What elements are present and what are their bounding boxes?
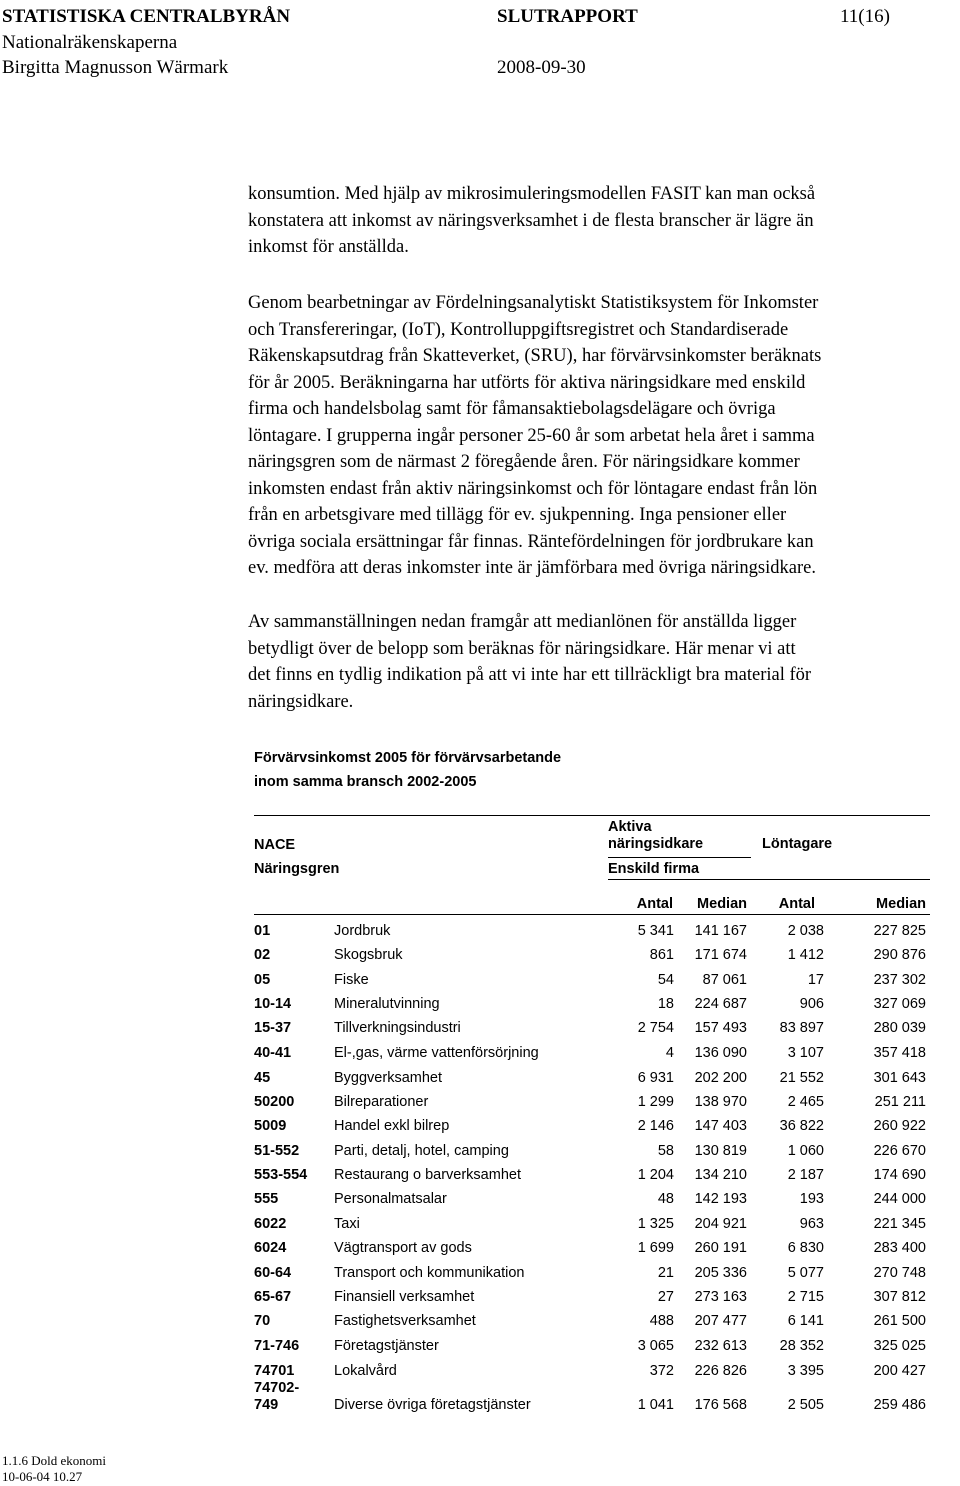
cell-active-median: 142 193 <box>694 1191 747 1207</box>
cell-employee-median: 261 500 <box>873 1313 926 1329</box>
header-author: Birgitta Magnusson Wärmark <box>2 57 229 78</box>
cell-employee-median: 290 876 <box>873 947 926 963</box>
cell-nace-code: 60-64 <box>254 1265 292 1281</box>
cell-employee-count: 963 <box>799 1216 824 1232</box>
table-row <box>254 1117 930 1141</box>
text-line: Av sammanställningen nedan framgår att medianlönen för anställda ligger <box>248 612 797 632</box>
cell-active-median: 138 970 <box>694 1094 747 1110</box>
cell-employee-median: 283 400 <box>873 1240 926 1256</box>
text-line: Räkenskapsutdrag från Skatteverket, (SRU), har förvärvsinkomster beräknats <box>248 346 822 366</box>
cell-industry-name: Lokalvård <box>334 1363 397 1379</box>
cell-industry-name: Taxi <box>334 1216 360 1232</box>
cell-active-count: 4 <box>665 1045 674 1061</box>
column-header-antal-1: Antal <box>636 896 673 912</box>
cell-employee-median: 226 670 <box>873 1143 926 1159</box>
cell-active-median: 226 826 <box>694 1363 747 1379</box>
cell-employee-median: 227 825 <box>873 923 926 939</box>
cell-employee-count: 28 352 <box>779 1338 824 1354</box>
text-line: ev. medföra att deras inkomster inte är jämförbara med övriga näringsidkare. <box>248 558 816 578</box>
cell-employee-count: 2 465 <box>787 1094 824 1110</box>
cell-active-median: 176 568 <box>694 1397 747 1413</box>
cell-industry-name: Jordbruk <box>334 923 391 939</box>
cell-active-count: 1 699 <box>637 1240 674 1256</box>
cell-employee-median: 307 812 <box>873 1289 926 1305</box>
cell-active-median: 157 493 <box>694 1020 747 1036</box>
text-line: övriga sociala ersättningar får finnas. Räntefördelningen för jordbrukare kan <box>248 531 814 552</box>
table-row <box>254 1215 930 1239</box>
table-row <box>254 1044 930 1068</box>
cell-employee-median: 200 427 <box>873 1363 926 1379</box>
cell-industry-name: Diverse övriga företagstjänster <box>334 1397 531 1413</box>
cell-nace-code: 40-41 <box>254 1045 292 1061</box>
cell-nace-code: 71-746 <box>254 1338 300 1354</box>
cell-active-median: 134 210 <box>694 1167 747 1183</box>
cell-employee-median: 237 302 <box>873 972 926 988</box>
cell-active-count: 54 <box>657 972 674 988</box>
cell-industry-name: Fiske <box>334 972 369 988</box>
table-row <box>254 1337 930 1361</box>
cell-nace-code: 65-67 <box>254 1289 292 1305</box>
cell-nace-code: 50200 <box>254 1094 295 1110</box>
cell-employee-count: 21 552 <box>779 1070 824 1086</box>
cell-employee-median: 301 643 <box>873 1070 926 1086</box>
cell-nace-code: 6024 <box>254 1240 287 1256</box>
cell-employee-count: 83 897 <box>779 1020 824 1036</box>
paragraph-2 <box>248 290 960 582</box>
cell-industry-name: Vägtransport av gods <box>334 1240 472 1256</box>
cell-industry-name: Byggverksamhet <box>334 1070 442 1086</box>
cell-industry-name: Restaurang o barverksamhet <box>334 1167 521 1183</box>
cell-active-median: 130 819 <box>694 1143 747 1159</box>
table-row <box>254 922 930 946</box>
table-row <box>254 1190 930 1214</box>
column-header-naringsgren: Näringsgren <box>254 861 340 877</box>
column-header-enskild-firma: Enskild firma <box>608 861 700 877</box>
column-header-median-2: Median <box>876 896 926 912</box>
cell-active-count: 48 <box>657 1191 674 1207</box>
cell-employee-median: 280 039 <box>873 1020 926 1036</box>
text-line: näringsgren som de närmast 2 föregående åren. För näringsidkare kommer <box>248 452 800 472</box>
cell-active-median: 224 687 <box>694 996 747 1012</box>
cell-industry-name: Skogsbruk <box>334 947 403 963</box>
cell-active-count: 3 065 <box>637 1338 674 1354</box>
table-row <box>254 1019 930 1043</box>
header-date: 2008-09-30 <box>497 57 586 78</box>
column-header-nace: NACE <box>254 837 296 853</box>
cell-active-median: 205 336 <box>694 1265 747 1281</box>
cell-active-median: 136 090 <box>694 1045 747 1061</box>
cell-employee-count: 6 830 <box>787 1240 824 1256</box>
text-line: inkomst för anställda. <box>248 237 409 257</box>
cell-employee-count: 2 505 <box>787 1397 824 1413</box>
header-report-type: SLUTRAPPORT <box>497 6 638 27</box>
cell-industry-name: Fastighetsverksamhet <box>334 1313 476 1329</box>
cell-active-median: 204 921 <box>694 1216 747 1232</box>
cell-industry-name: El-,gas, värme vattenförsörjning <box>334 1045 539 1061</box>
cell-nace-code: 51-552 <box>254 1143 300 1159</box>
column-header-aktiva: Aktiva <box>608 819 652 835</box>
column-header-naringsidkare: näringsidkare <box>608 836 704 852</box>
cell-employee-median: 259 486 <box>873 1397 926 1413</box>
table-title-line-1: Förvärvsinkomst 2005 för förvärvsarbetande <box>254 750 562 766</box>
cell-active-median: 141 167 <box>694 923 747 939</box>
cell-employee-median: 357 418 <box>873 1045 926 1061</box>
cell-employee-median: 251 211 <box>874 1094 926 1110</box>
cell-employee-median: 327 069 <box>873 996 926 1012</box>
cell-employee-count: 2 187 <box>787 1167 824 1183</box>
cell-employee-median: 260 922 <box>873 1118 926 1134</box>
cell-employee-median: 244 000 <box>873 1191 926 1207</box>
table-row <box>254 971 930 995</box>
cell-employee-count: 36 822 <box>779 1118 824 1134</box>
table-row <box>254 1166 930 1190</box>
cell-employee-count: 17 <box>807 972 824 988</box>
cell-employee-count: 906 <box>799 996 824 1012</box>
cell-nace-code-cont: 749 <box>254 1397 279 1413</box>
cell-active-count: 2 146 <box>637 1118 674 1134</box>
cell-nace-code: 70 <box>254 1313 271 1329</box>
paragraph-3 <box>248 609 960 715</box>
column-header-antal-2: Antal <box>778 896 815 912</box>
cell-employee-median: 325 025 <box>873 1338 926 1354</box>
table-row <box>254 1264 930 1288</box>
cell-employee-count: 5 077 <box>787 1265 824 1281</box>
cell-nace-code: 15-37 <box>254 1020 292 1036</box>
cell-industry-name: Parti, detalj, hotel, camping <box>334 1143 509 1159</box>
text-line: konsumtion. Med hjälp av mikrosimuleringsmodellen FASIT kan man också <box>248 184 816 204</box>
text-line: för år 2005. Beräkningarna har utförts för aktiva näringsidkare med enskild <box>248 372 806 393</box>
cell-nace-code: 5009 <box>254 1118 287 1134</box>
cell-employee-median: 270 748 <box>873 1265 926 1281</box>
cell-nace-code: 05 <box>254 972 271 988</box>
cell-active-count: 2 754 <box>637 1020 674 1036</box>
cell-active-count: 27 <box>657 1289 674 1305</box>
cell-nace-code: 45 <box>254 1070 271 1086</box>
table-row <box>254 1239 930 1263</box>
table-row <box>254 1093 930 1117</box>
header-subrule <box>608 857 751 858</box>
header-org: STATISTISKA CENTRALBYRÅN <box>2 6 291 27</box>
cell-nace-code: 02 <box>254 947 271 963</box>
text-line: firma och handelsbolag samt för fåmansaktiebolagsdelägare och övriga <box>248 399 776 419</box>
text-line: inkomsten endast från aktiv näringsinkomst och för löntagare endast från lön <box>248 478 818 499</box>
cell-industry-name: Finansiell verksamhet <box>334 1289 475 1305</box>
text-line: betydligt över de belopp som beräknas för näringsidkare. Här menar vi att <box>248 638 796 659</box>
cell-employee-median: 221 345 <box>873 1216 926 1232</box>
cell-active-median: 260 191 <box>694 1240 747 1256</box>
header-unit: Nationalräkenskaperna <box>2 32 178 53</box>
cell-nace-code: 01 <box>254 923 271 939</box>
cell-active-median: 232 613 <box>694 1338 747 1354</box>
cell-industry-name: Transport och kommunikation <box>334 1265 525 1281</box>
cell-active-median: 147 403 <box>694 1118 747 1134</box>
header-page-number: 11(16) <box>840 6 890 27</box>
table-row <box>254 995 930 1019</box>
paragraph-1 <box>248 181 960 261</box>
cell-employee-count: 1 060 <box>787 1143 824 1159</box>
cell-employee-count: 3 395 <box>787 1363 824 1379</box>
text-line: konstatera att inkomst av näringsverksamhet i de flesta branscher är lägre än <box>248 210 814 231</box>
cell-active-count: 1 204 <box>637 1167 674 1183</box>
cell-active-count: 1 299 <box>637 1094 674 1110</box>
cell-employee-count: 193 <box>799 1191 824 1207</box>
table-row <box>254 1288 930 1312</box>
cell-active-median: 207 477 <box>694 1313 747 1329</box>
table-row <box>254 1142 930 1166</box>
cell-active-count: 5 341 <box>637 923 674 939</box>
table-row <box>254 946 930 970</box>
header-rule <box>608 879 930 880</box>
cell-active-median: 87 061 <box>702 972 747 988</box>
table-row <box>254 1362 930 1386</box>
cell-employee-count: 6 141 <box>787 1313 824 1329</box>
table-row <box>254 1069 930 1093</box>
cell-nace-code: 553-554 <box>254 1167 308 1183</box>
cell-employee-count: 3 107 <box>787 1045 824 1061</box>
column-header-median-1: Median <box>697 896 747 912</box>
footer-timestamp: 10-06-04 10.27 <box>2 1469 83 1484</box>
text-line: näringsidkare. <box>248 691 354 712</box>
column-header-lontagare: Löntagare <box>762 836 833 852</box>
cell-employee-count: 2 038 <box>787 923 824 939</box>
header-bottom-rule <box>254 914 930 915</box>
cell-industry-name: Företagstjänster <box>334 1338 439 1354</box>
cell-active-count: 488 <box>649 1313 674 1329</box>
cell-nace-code: 6022 <box>254 1216 287 1232</box>
cell-industry-name: Personalmatsalar <box>334 1191 447 1207</box>
cell-active-count: 372 <box>649 1363 674 1379</box>
table-row <box>254 1380 930 1420</box>
cell-active-median: 273 163 <box>694 1289 747 1305</box>
text-line: löntagare. I grupperna ingår personer 25-60 år som arbetat hela året i samma <box>248 425 815 446</box>
footer-section: 1.1.6 Dold ekonomi <box>2 1453 106 1468</box>
text-line: från en arbetsgivare med tillägg för ev. sjukpenning. Inga pensioner eller <box>248 505 787 525</box>
cell-industry-name: Mineralutvinning <box>334 996 440 1012</box>
cell-industry-name: Tillverkningsindustri <box>334 1020 461 1036</box>
cell-active-count: 18 <box>657 996 674 1012</box>
cell-nace-code: 555 <box>254 1191 279 1207</box>
cell-employee-count: 2 715 <box>787 1289 824 1305</box>
table-title-line-2: inom samma bransch 2002-2005 <box>254 774 477 790</box>
cell-active-count: 861 <box>649 947 674 963</box>
cell-industry-name: Bilreparationer <box>334 1094 429 1110</box>
cell-active-count: 1 325 <box>637 1216 674 1232</box>
cell-nace-code: 74702- <box>254 1380 300 1396</box>
cell-nace-code: 74701 <box>254 1363 295 1379</box>
cell-nace-code: 10-14 <box>254 996 292 1012</box>
cell-active-median: 171 674 <box>694 947 747 963</box>
cell-industry-name: Handel exkl bilrep <box>334 1118 450 1134</box>
cell-employee-count: 1 412 <box>787 947 824 963</box>
table-top-rule <box>254 815 930 816</box>
cell-active-count: 21 <box>657 1265 674 1281</box>
text-line: det finns en tydlig indikation på att vi inte har ett tillräckligt bra material för <box>248 665 812 685</box>
cell-employee-median: 174 690 <box>873 1167 926 1183</box>
cell-active-median: 202 200 <box>694 1070 747 1086</box>
table-row <box>254 1312 930 1336</box>
text-line: och Transfereringar, (IoT), Kontrolluppgiftsregistret och Standardiserade <box>248 319 789 340</box>
cell-active-count: 6 931 <box>637 1070 674 1086</box>
text-line: Genom bearbetningar av Fördelningsanalytiskt Statistiksystem för Inkomster <box>248 293 819 313</box>
cell-active-count: 1 041 <box>637 1397 674 1413</box>
cell-active-count: 58 <box>657 1143 674 1159</box>
